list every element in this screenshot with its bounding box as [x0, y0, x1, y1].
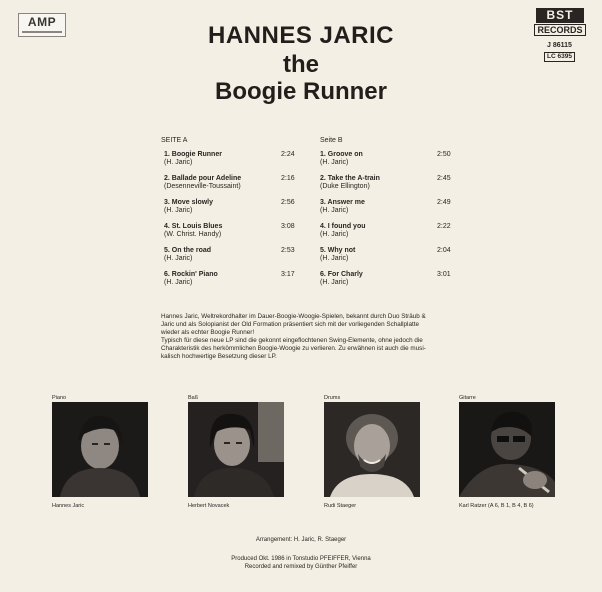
track-composer: (H. Jaric): [164, 159, 193, 166]
track-duration: 2:24: [281, 151, 295, 158]
side-b-track: [320, 199, 365, 215]
label-code: LC 6395: [544, 52, 575, 62]
side-b-heading: Seite B: [320, 137, 343, 144]
track-composer: (H. Jaric): [164, 255, 193, 262]
amp-logo-text: AMP: [27, 15, 57, 29]
track-duration: 2:53: [281, 247, 295, 254]
bst-logo-records: RECORDS: [534, 24, 586, 36]
musician-role: Drums: [324, 395, 341, 401]
track-title: 1. Groove on: [320, 151, 363, 158]
track-duration: 2:22: [437, 223, 451, 230]
track-duration: 2:56: [281, 199, 295, 206]
track-duration: 3:01: [437, 271, 451, 278]
description-line: Charakteristik des herkömmlichen Boogie-Woogie zu verlieren. Zu erwähnen ist auch die musi-: [161, 345, 426, 352]
track-title: 3. Answer me: [320, 199, 365, 206]
track-title: 5. On the road: [164, 247, 212, 254]
track-duration: 2:16: [281, 175, 295, 182]
track-composer: (H. Jaric): [164, 207, 193, 214]
track-composer: (H. Jaric): [320, 207, 349, 214]
arrangement-credit: Arrangement: H. Jaric, R. Staeger: [255, 537, 347, 543]
catalog-number: J 86115: [547, 42, 572, 49]
track-title: 5. Why not: [320, 247, 356, 254]
musician-role: Baß: [188, 395, 199, 401]
musician-name: Karl Ratzer (A 6, B 1, B 4, B 6): [459, 503, 534, 509]
artist-name: HANNES JARIC: [207, 22, 395, 49]
title-article: the: [283, 51, 319, 78]
track-duration: 2:45: [437, 175, 451, 182]
track-title: 2. Take the A-train: [320, 175, 380, 182]
track-composer: (H. Jaric): [320, 255, 349, 262]
side-a-track: [164, 223, 222, 239]
side-a-track: [164, 247, 211, 263]
track-composer: (Desenneville-Toussaint): [164, 183, 241, 190]
side-a-heading: SEITE A: [161, 137, 188, 144]
musician-photo-drums: [324, 402, 420, 497]
side-b-track: [320, 151, 363, 167]
track-duration: 2:04: [437, 247, 451, 254]
side-a-track: [164, 151, 222, 167]
description-line: kalisch hochwertige Besetzung dieser LP.: [161, 353, 277, 360]
description-line: Hannes Jaric, Weltrekordhalter im Dauer-Boogie-Woogie-Spielen, bekannt durch Duo Sträub &: [161, 313, 426, 320]
track-title: 6. Rockin' Piano: [164, 271, 218, 278]
track-composer: (H. Jaric): [320, 279, 349, 286]
album-description: [161, 313, 461, 361]
musician-name: Hannes Jaric: [52, 503, 85, 509]
track-title: 1. Boogie Runner: [164, 151, 222, 158]
track-composer: (H. Jaric): [320, 159, 349, 166]
musician-name: Rudi Staeger: [324, 503, 357, 509]
track-duration: 3:17: [281, 271, 295, 278]
recording-credit: Recorded and remixed by Günther Pfeiffer: [244, 564, 358, 570]
track-duration: 2:49: [437, 199, 451, 206]
production-credit: Produced Okt. 1986 in Tonstudio PFEIFFER, Vienna: [231, 556, 371, 562]
description-line: wieder als echter Boogie Runner!: [161, 329, 255, 336]
track-composer: (Duke Ellington): [320, 183, 370, 190]
track-title: 4. I found you: [320, 223, 366, 230]
side-b-track: [320, 271, 363, 287]
track-composer: (H. Jaric): [320, 231, 349, 238]
description-line: Jaric und als Solopianist der Old Formation präsentiert sich mit der vorliegenden Schallplatte: [161, 321, 419, 328]
track-duration: 2:50: [437, 151, 451, 158]
description-line: Typisch für diese neue LP sind die gekonnt eingeflochtenen Swing-Elemente, ohne jedoch die: [161, 337, 423, 344]
track-composer: (H. Jaric): [164, 279, 193, 286]
track-title: 6. For Charly: [320, 271, 363, 278]
musician-role: Piano: [52, 395, 67, 401]
side-a-track: [164, 271, 218, 287]
side-b-track: [320, 247, 355, 263]
musician-name: Herbert Novacek: [188, 503, 230, 509]
musician-photo-bass: [188, 402, 284, 497]
side-a-track: [164, 199, 213, 215]
musician-role: Gitarre: [459, 395, 476, 401]
side-b-track: [320, 223, 366, 239]
track-composer: (W. Christ. Handy): [164, 231, 222, 238]
side-a-track: [164, 175, 241, 191]
musician-photo-piano: [52, 402, 148, 497]
track-duration: 3:08: [281, 223, 295, 230]
track-title: 4. St. Louis Blues: [164, 223, 223, 230]
bst-logo-mark: BST: [536, 8, 584, 23]
track-title: 2. Ballade pour Adeline: [164, 175, 242, 182]
track-title: 3. Move slowly: [164, 199, 214, 206]
side-b-track: [320, 175, 380, 191]
album-title: Boogie Runner: [215, 78, 387, 105]
musician-photo-guitar: [459, 402, 555, 497]
